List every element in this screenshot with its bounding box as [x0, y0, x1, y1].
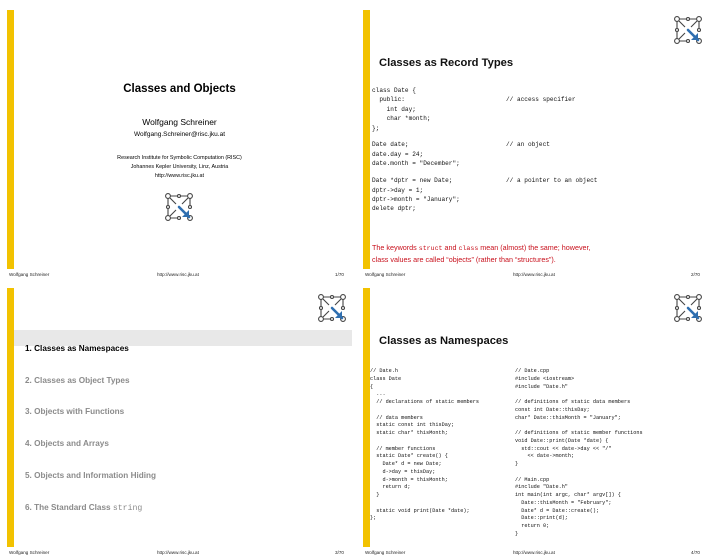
risc-logo-icon: [673, 293, 703, 323]
code-gap: [372, 169, 460, 177]
code-line: char* Date::thisMonth = "January";: [515, 414, 621, 421]
slide-footer: [7, 271, 352, 281]
code-line: [372, 95, 576, 104]
toc-item[interactable]: [25, 503, 142, 513]
footer-author: Wolfgang Schreiner: [365, 550, 406, 555]
code-block-left: [370, 368, 479, 523]
footer-author: Wolfgang Schreiner: [9, 272, 50, 277]
risc-logo-icon: [673, 15, 703, 45]
toc-label: Objects and Information Hiding: [34, 471, 157, 480]
code-line: // declarations of static members: [370, 399, 479, 405]
slide-footer: [363, 549, 708, 557]
code-line: [372, 176, 598, 185]
slide-3: [7, 288, 352, 557]
toc-item[interactable]: [25, 376, 130, 385]
code-line: ...: [370, 391, 386, 398]
code-line: // definitions of static data members: [515, 399, 631, 405]
code-line: }: [515, 461, 519, 467]
keyword-class: class: [458, 245, 479, 252]
code-line: [372, 114, 460, 123]
code-line: [370, 500, 479, 508]
code-line: [372, 140, 550, 149]
code-text: char *month;: [372, 115, 431, 123]
code-text: dptr->month = "January";: [372, 195, 460, 203]
risc-logo-icon: [164, 192, 194, 222]
code-line: int main(int argc, char* argv[]) {: [515, 492, 621, 498]
slide-title: Classes as Record Types: [379, 57, 514, 69]
page-number: 2/70: [691, 272, 700, 277]
toc-item[interactable]: [25, 344, 129, 353]
institution-line: Johannes Kepler University, Linz, Austria: [130, 164, 229, 170]
toc-code: string: [112, 504, 143, 513]
code-line: Date* d = Date::create();: [515, 507, 600, 514]
code-line: class Date: [370, 375, 402, 382]
keyword-struct: struct: [418, 245, 443, 252]
code-line: [372, 86, 460, 95]
code-line: [372, 186, 460, 195]
code-line: [372, 204, 460, 213]
code-text: Date date;: [372, 141, 409, 149]
footer-url: http://www.risc.jku.at: [157, 550, 199, 555]
note-text: [372, 242, 692, 265]
code-text: class Date {: [372, 87, 416, 94]
code-line: // data members: [370, 414, 423, 421]
code-line: Date::print(d);: [515, 515, 568, 522]
author-email: Wolfgang.Schreiner@risc.jku.at: [133, 131, 226, 138]
code-line: [515, 391, 643, 399]
code-line: void Date::print(Date *date) {: [515, 437, 609, 444]
code-line: [515, 469, 643, 477]
code-line: [515, 422, 643, 430]
code-line: [372, 159, 460, 168]
code-line: };: [370, 515, 377, 522]
code-block: [372, 86, 598, 214]
slide-1: [7, 10, 352, 281]
accent-bar: [7, 288, 14, 547]
code-line: // member functions: [370, 445, 436, 452]
code-line: #include <iostream>: [515, 375, 575, 382]
code-line: Date::thisMonth = "February";: [515, 499, 612, 506]
page-number: 1/70: [335, 272, 344, 277]
institution-url: http://www.risc.jku.at: [154, 173, 205, 179]
code-gap: [372, 133, 460, 141]
slide-title: Classes as Namespaces: [379, 335, 509, 347]
code-line: }: [515, 530, 519, 537]
code-line: // Date.cpp: [515, 368, 550, 374]
code-line: d->day = thisDay;: [370, 468, 436, 475]
toc-item[interactable]: [25, 407, 124, 416]
code-line: }: [370, 492, 380, 498]
footer-url: http://www.risc.jku.at: [157, 272, 199, 277]
note-part: mean (almost) the same; however,: [478, 243, 591, 252]
toc-label: Classes as Namespaces: [34, 344, 129, 353]
toc-item[interactable]: [25, 471, 156, 480]
toc-label: Classes as Object Types: [34, 376, 130, 385]
code-line: static Date* create() {: [370, 453, 448, 460]
code-line: // Main.cpp: [515, 476, 550, 483]
code-line: [372, 105, 460, 114]
code-line: [372, 195, 460, 204]
code-text: delete dptr;: [372, 205, 416, 213]
code-line: d->month = thisMonth;: [370, 476, 448, 483]
code-comment: // access specifier: [506, 96, 576, 104]
code-block-right: [515, 368, 643, 539]
code-text: Date *dptr = new Date;: [372, 177, 453, 185]
code-line: // Date.h: [370, 368, 399, 374]
code-line: [370, 407, 479, 415]
code-text: date.day = 24;: [372, 150, 424, 158]
code-text: public:: [372, 96, 405, 104]
accent-bar: [7, 10, 14, 269]
code-line: #include "Date.h": [515, 383, 568, 390]
slide-2: [363, 10, 708, 281]
code-line: static const int thisDay;: [370, 422, 455, 429]
note-part: The keywords: [372, 243, 419, 252]
code-text: dptr->day = 1;: [372, 186, 424, 194]
page-title: Classes and Objects: [123, 83, 236, 95]
code-text: };: [372, 124, 380, 132]
code-line: #include "Date.h": [515, 484, 568, 491]
toc-number: 6.: [25, 503, 32, 512]
slide-4: [363, 288, 708, 557]
code-line: std::cout << date->day << "/": [515, 445, 612, 452]
code-line: [372, 150, 460, 159]
institution-line: Research Institute for Symbolic Computation (RISC): [117, 155, 242, 161]
code-text: date.month = "December";: [372, 160, 460, 168]
page-number: 3/70: [335, 550, 344, 555]
accent-bar: [363, 288, 370, 547]
code-line: {: [370, 383, 374, 390]
toc-label: Objects with Functions: [34, 407, 125, 416]
footer-url: http://www.risc.jku.at: [513, 550, 555, 555]
code-line: const int Date::thisDay;: [515, 406, 590, 413]
code-line: static void print(Date *date);: [370, 507, 470, 514]
code-text: int day;: [372, 105, 416, 113]
slide-footer: [363, 271, 708, 281]
code-comment: // an object: [506, 141, 550, 149]
code-comment: // a pointer to an object: [506, 177, 598, 185]
code-line: static char* thisMonth;: [370, 430, 448, 436]
slide-footer: [7, 549, 352, 557]
footer-url: http://www.risc.jku.at: [513, 272, 555, 277]
toc-number: 2.: [25, 376, 32, 385]
toc-label: The Standard Class: [34, 503, 113, 512]
accent-bar: [363, 10, 370, 269]
code-line: return 0;: [515, 523, 550, 529]
code-line: Date* d = new Date;: [370, 461, 442, 467]
code-line: return d;: [370, 484, 411, 491]
footer-author: Wolfgang Schreiner: [9, 550, 50, 555]
note-part: and: [442, 243, 459, 252]
code-line: [372, 124, 460, 133]
toc-number: 4.: [25, 439, 32, 448]
note-part: class values are called “objects” (rather than “structures”).: [372, 255, 556, 265]
page-number: 4/70: [691, 550, 700, 555]
author-name: Wolfgang Schreiner: [142, 117, 217, 127]
toc-number: 5.: [25, 471, 32, 480]
footer-author: Wolfgang Schreiner: [365, 272, 406, 277]
risc-logo-icon: [317, 293, 347, 323]
code-line: << date->month;: [515, 453, 575, 460]
toc-item[interactable]: [25, 439, 109, 448]
toc-number: 3.: [25, 407, 32, 416]
toc-number: 1.: [25, 344, 32, 353]
code-line: [370, 438, 479, 446]
code-line: // definitions of static member functions: [515, 430, 643, 436]
toc-label: Objects and Arrays: [34, 439, 109, 448]
